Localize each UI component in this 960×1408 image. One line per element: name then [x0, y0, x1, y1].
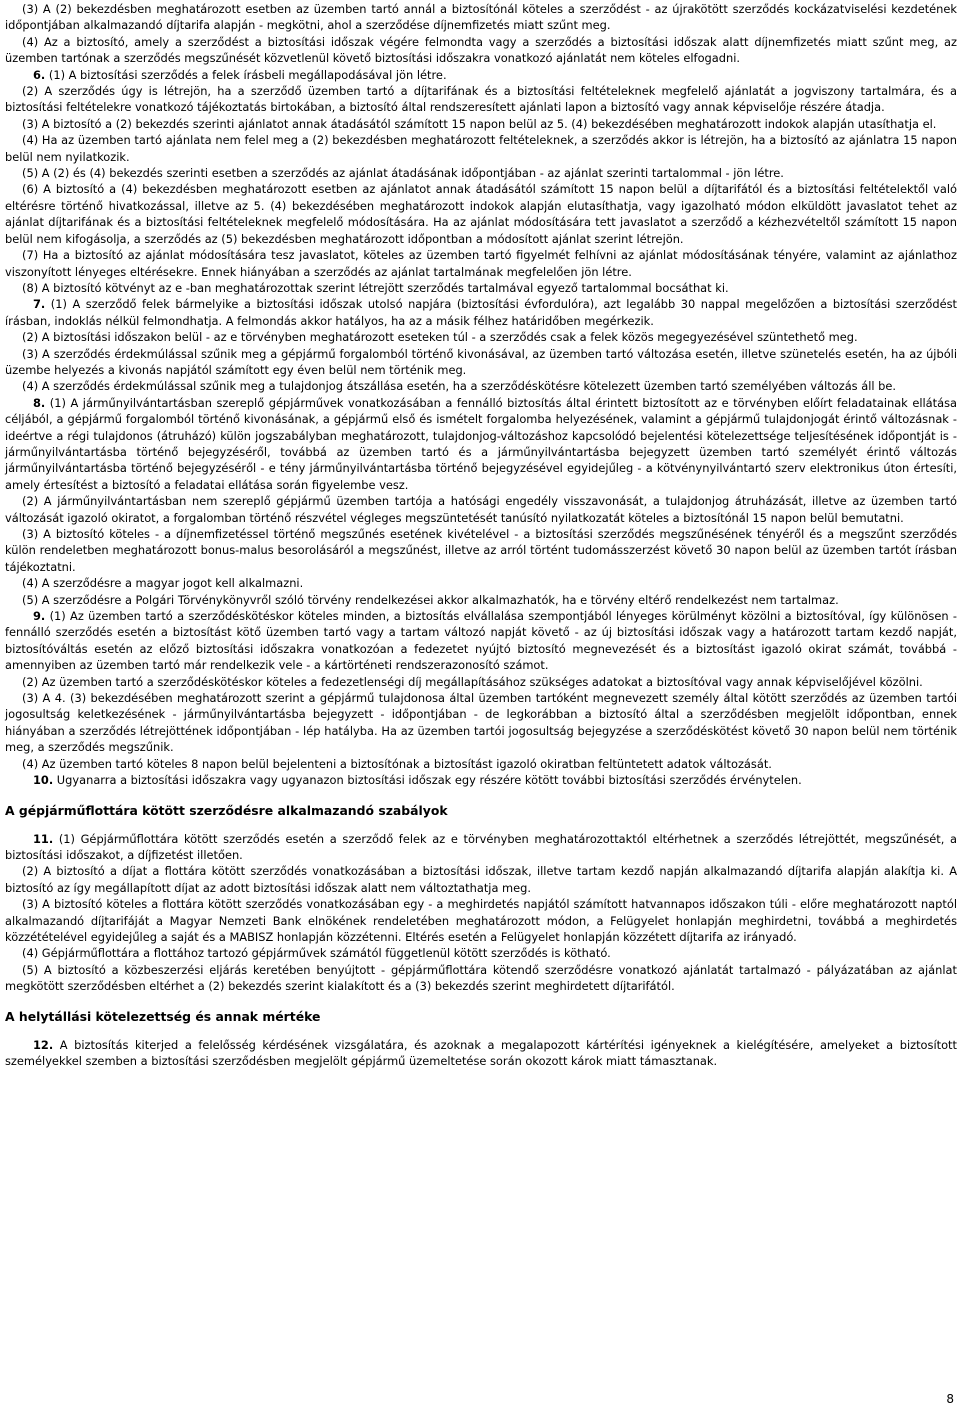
paragraph-text: (1) A biztosítási szerződés a felek írásbeli megállapodásával jön létre. — [45, 67, 447, 82]
paragraph — [5, 181, 957, 247]
paragraph — [5, 896, 957, 945]
paragraph — [5, 67, 957, 83]
document-page — [5, 1, 957, 1069]
paragraph-text: (1) A járműnyilvántartásban szereplő gépjárművek vonatkozásában a fennálló biztosítás által érintett biztosított az e törvényben előírt feladatainak ellátása céljából, a gépjármű forgalomból történő kivonásának, a gépjármű első és ismételt forgalomba helyezésének, valamint a gépjármű tulajdonjogát érintő változásnak - ideértve a régi tulajdonos (átruházó) külön jogszabályban meghatározott, tulajdonjog-változáshoz kapcsolódó bejelentési kötelezettsége teljesítésének időpontját is - járműnyilvántartásba történő bejegyzéséről, továbbá az üzemben tartó és a járműnyilvántartásba bejegyzett üzemben tartó személyét érintő változás járműnyilvántartásba történő bejegyzéséről - e tény járműnyilvántartásba történő bejegyzésével egyidejűleg - a kötvénynyilvántartó szerv elektronikus úton értesíti, amely értesítést a biztosító a feladatai ellátása során figyelembe vesz. — [5, 395, 957, 492]
paragraph — [5, 346, 957, 379]
paragraph — [5, 608, 957, 674]
section-number: 12. — [33, 1037, 54, 1052]
paragraph — [5, 116, 957, 132]
paragraph — [5, 863, 957, 896]
paragraph — [5, 526, 957, 575]
paragraph — [5, 756, 957, 772]
paragraph-text: (2) A biztosító a díjat a flottára kötött szerződés vonatkozásában a biztosítási időszak, illetve tartam kezdő napján alkalmazandó díjtarifa alapján alakítja ki. A biztosító az így megállapított díjat az adott biztosítási időszak alatt nem változtathatja meg. — [5, 864, 957, 895]
paragraph-text: (3) A (2) bekezdésben meghatározott esetben az üzemben tartó annál a biztosítónál köteles a szerződést - az újrakötött szerződés kockázatviselési kezdetének időpontjában alkalmazandó díjtarifa alapján - megkötni, ahol a szerződése díjnemfizetés miatt szűnt meg. — [5, 2, 957, 33]
paragraph-text: (1) A szerződő felek bármelyike a biztosítási időszak utolsó napjára (biztosítási évfordulóra), azt legalább 30 nappal megelőzően a biztosítási szerződést írásban, indoklás nélkül felmondhatja. A felmondás akkor hatályos, ha az a másik félhez határidőben megérkezik. — [5, 297, 957, 328]
paragraph-text: (4) Gépjárműflottára a flottához tartozó gépjárművek számától függetlenül kötött szerződés is kötható. — [22, 946, 611, 961]
paragraph — [5, 674, 957, 690]
paragraph-text: (2) A szerződés úgy is létrejön, ha a szerződő üzemben tartó a díjtarifának és a biztosítási feltételeknek megfelelő ajánlatát a jogviszony tartalmára, és a biztosítási feltételekre vonatkozó tájékoztatás birtokában, a biztosító által rendszeresített ajánlati lapon a biztosító vagy annak képviselője részére átadja. — [5, 84, 957, 115]
paragraph — [5, 395, 957, 493]
paragraph-text: Ugyanarra a biztosítási időszakra vagy ugyanazon biztosítási időszak egy részére kötött további biztosítási szerződés érvénytelen. — [53, 773, 802, 788]
paragraph — [5, 329, 957, 345]
paragraph — [5, 1, 957, 34]
heading-fleet-rules: A gépjárműflottára kötött szerződésre alkalmazandó szabályok — [5, 802, 448, 818]
paragraph-text: (2) A biztosítási időszakon belül - az e törvényben meghatározott eseteken túl - a szerződés csak a felek közös megegyezésével szüntethető meg. — [22, 330, 858, 345]
paragraph — [5, 575, 957, 591]
paragraph-text: (2) Az üzemben tartó a szerződéskötéskor köteles a fedezetlenségi díj megállapításához szükséges adatokat a biztosítóval vagy annak képviselőjével közölni. — [22, 674, 923, 689]
paragraph-text: (3) A 4. (3) bekezdésében meghatározott szerint a gépjármű tulajdonosa által üzemben tartóként megnevezett személy által kötött szerződés az üzemben tartói jogosultság keletkezésének - járműnyilvántartásba bejegyzett - időpontjában - de legkorábban a biztosító által a szerződésben megjelölt időpontban, ennek hiányában a szerződés létrejöttének időpontjában - lép hatályba. Ha az üzemben tartói jogosultság bejegyzése a szerződéskötést követő 30 napon belül nem történik meg, a szerződés megszűnik. — [5, 691, 957, 755]
paragraph-text: (5) A (2) és (4) bekezdés szerinti esetben a szerződés az ajánlat átadásának időpontjában - az ajánlat szerinti tartalommal - jön létre. — [22, 166, 784, 181]
paragraph-text: (5) A szerződésre a Polgári Törvénykönyvről szóló törvény rendelkezései akkor alkalmazhatók, ha e törvény eltérő rendelkezést nem tartalmaz. — [22, 592, 839, 607]
paragraph — [5, 772, 957, 788]
paragraph — [5, 34, 957, 67]
paragraph — [5, 945, 957, 961]
section-number: 9. — [33, 609, 46, 624]
paragraph — [5, 83, 957, 116]
paragraph-text: (3) A biztosító köteles a flottára kötött szerződés vonatkozásában egy - a meghirdetés napjától számított hatvannapos időszakon túli - előre meghatározott naptól alkalmazandó díjtarifáját a Magyar Nemzeti Bank elnökének rendeletében meghatározott módon, a Felügyelet honlapján meghirdetni, továbbá a meghirdetés közzétételével egyidejűleg a saját és a MABISZ honlapján közzétenni. Eltérés esetén a Felügyelet honlapján közzétett díjtarifa az irányadó. — [5, 897, 957, 944]
paragraph-text: (4) Ha az üzemben tartó ajánlata nem felel meg a (2) bekezdésben meghatározott feltételeknek, a szerződés akkor is létrejön, ha a biztosító az ajánlatra 15 napon belül nem nyilatkozik. — [5, 133, 957, 164]
paragraph — [5, 690, 957, 756]
paragraph — [5, 132, 957, 165]
paragraph-text: (4) A szerződésre a magyar jogot kell alkalmazni. — [22, 576, 304, 591]
paragraph-text: (6) A biztosító a (4) bekezdésben meghatározott esetben az ajánlatot annak átadásától számított 15 napon belül a díjtarifától és a biztosítási feltételektől való eltérésre történő hivatkozással, illetve az 5. (4) bekezdésében meghatározott indokok alapján elutasíthatja, vagy igazolható módon elküldött javaslatot tehet az ajánlat díjtarifának és a biztosítási feltételeknek megfelelő módosítására. Ha az ajánlat módosítására tett javaslatot a szerződő a kézhezvételtől számított 15 napon belül nem kifogásolja, a szerződés az (5) bekezdésben meghatározott időpontban a módosított ajánlat szerint létrejön. — [5, 182, 957, 246]
paragraph — [5, 280, 957, 296]
section-number: 7. — [33, 297, 46, 312]
paragraph-text: A biztosítás kiterjed a felelősség kérdésének vizsgálatára, és azoknak a megalapozott kártérítési igényeknek a kielégítésére, amelyeket a biztosított személyekkel szemben a biztosítási szerződésben megjelölt gépjármű üzemeltetése során okozott károk miatt támasztanak. — [5, 1037, 957, 1068]
paragraph — [5, 378, 957, 394]
page-number: 8 — [946, 1392, 954, 1406]
paragraph-text: (4) Az a biztosító, amely a szerződést a biztosítási időszak végére felmondta vagy a szerződés a biztosítási időszak alatt díjnemfizetés miatt szűnt meg, az üzemben tartónak a szerződés megszűnését közvetlenül követő biztosítási időszakra vonatkozó ajánlatát nem köteles elfogadni. — [5, 34, 957, 66]
paragraph — [5, 247, 957, 280]
section-number: 11. — [33, 831, 54, 846]
section-liability — [5, 1037, 957, 1070]
section-number: 8. — [33, 395, 46, 410]
paragraph-text: (1) Gépjárműflottára kötött szerződés esetén a szerződő felek az e törvényben meghatározottaktól eltérhetnek a szerződés létrejöttét, megszűnését, a biztosítási időszakot, a díjfizetést illetően. — [5, 831, 957, 862]
paragraph — [5, 831, 957, 864]
paragraph-text: (5) A biztosító a közbeszerzési eljárás keretében benyújtott - gépjárműflottára kötendő szerződésre vonatkozó ajánlatát tartalmazó - pályázatában az ajánlat megkötött szerződésben eltérhet a (2) bekezdés szerint kialakított és a (3) bekezdés szerint meghirdetett díjtarifától. — [5, 962, 957, 994]
paragraph-text: (4) A szerződés érdekmúlással szűnik meg a tulajdonjog átszállása esetén, ha a szerződéskötésre kötelezett üzemben tartó személyében változás áll be. — [22, 379, 897, 394]
paragraph-text: (3) A biztosító a (2) bekezdés szerinti ajánlatot annak átadásától számított 15 napon belül az 5. (4) bekezdésében meghatározott indokok alapján utasíthatja el. — [22, 116, 937, 131]
paragraph — [5, 592, 957, 608]
paragraph-text: (2) A járműnyilvántartásban nem szereplő gépjármű üzemben tartója a hatósági engedély visszavonását, a tulajdonjog átruházását, illetve az üzemben tartó változását igazoló okiratot, a forgalomban történő részvétel végleges megszüntetését tanúsító nyilatkozatát köteles a biztosítónál 15 napon belül bemutatni. — [5, 494, 957, 525]
paragraph — [5, 165, 957, 181]
paragraph — [5, 962, 957, 995]
section-number: 6. — [33, 67, 46, 82]
section-contract-formation — [5, 1, 957, 789]
paragraph-text: (7) Ha a biztosító az ajánlat módosítására tesz javaslatot, köteles az üzemben tartó figyelmét felhívni az ajánlat módosításának tényére, valamint az ajánlathoz viszonyított lényeges eltérésekre. Ennek hiányában a szerződés az ajánlat tartalmának megfelelően jön létre. — [5, 248, 957, 279]
paragraph — [5, 1037, 957, 1070]
heading-liability: A helytállási kötelezettség és annak mértéke — [5, 1008, 321, 1024]
paragraph-text: (1) Az üzemben tartó a szerződéskötéskor köteles minden, a biztosítás elvállalása szempontjából lényeges körülményt közölni a biztosítóval, így különösen - fennálló szerződés esetén a biztosítást kötő üzemben tartó vagy a tartam változó napját követő - az új biztosítási időszak vagy a határozott tartam kezdő napját, biztosítóváltás esetén az előző biztosítási időszakra vonatkozóan a fedezetet nyújtó biztosító megnevezését és a biztosítást igazoló okirat számát, továbbá - amennyiben az üzemben tartó már rendelkezik vele - a kártörténeti rendszerazonosító számot. — [5, 609, 957, 673]
paragraph — [5, 493, 957, 526]
paragraph — [5, 296, 957, 329]
paragraph-text: (3) A szerződés érdekmúlással szűnik meg a gépjármű forgalomból történő kivonásával, az üzemben tartó változása esetén, illetve szünetelés esetén, ha az újbóli üzembe helyezés a kivonás napjától számított egy éven belül nem történik meg. — [5, 346, 957, 377]
paragraph-text: (4) Az üzemben tartó köteles 8 napon belül bejelenteni a biztosítónak a biztosítást igazoló okiratban feltüntetett adatok változását. — [22, 756, 772, 771]
section-fleet-rules — [5, 831, 957, 995]
paragraph-text: (3) A biztosító köteles - a díjnemfizetéssel történő megszűnés esetének kivételével - a biztosítási szerződés megszűnésének tényéről és a megszűnt szerződés külön rendeletben meghatározott bonus-malus besorolásáról a megszűnést, illetve az arról történt tudomásszerzést követő 30 napon belül az üzemben tartót írásban tájékoztatni. — [5, 527, 957, 574]
paragraph-text: (8) A biztosító kötvényt az e -ban meghatározottak szerint létrejött szerződés tartalmával egyező tartalommal bocsáthat ki. — [22, 280, 729, 295]
section-number: 10. — [33, 773, 54, 788]
